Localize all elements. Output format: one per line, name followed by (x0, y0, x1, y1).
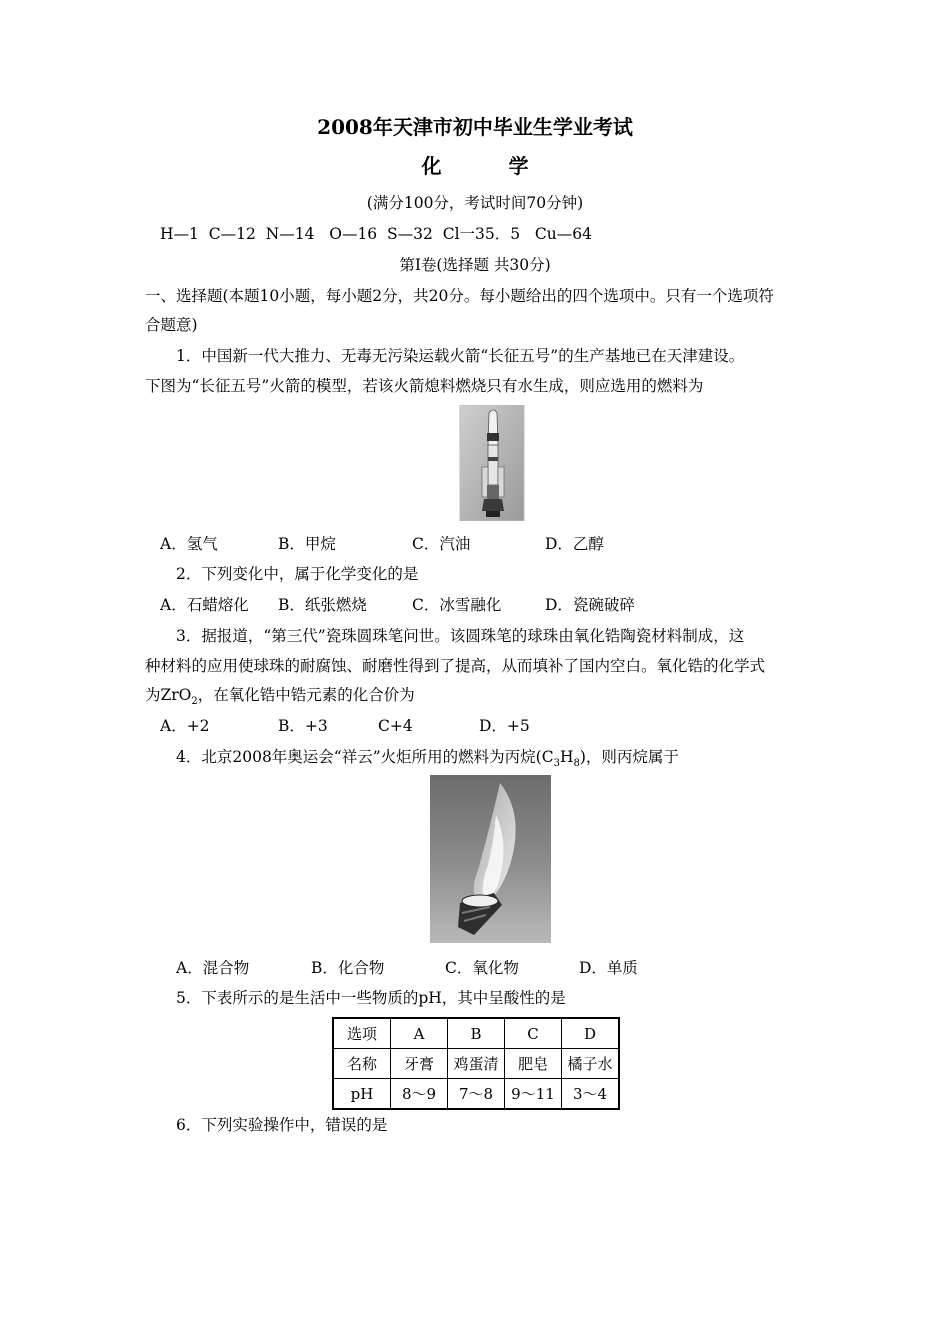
q3-line3-subscript: 2 (191, 696, 198, 708)
table-cell: 7～8 (448, 1079, 505, 1110)
table-cell: pH (333, 1079, 391, 1110)
q3-line3-rest: ，在氧化锆中锆元素的化合价为 (197, 686, 415, 704)
table-cell: C (505, 1018, 562, 1049)
q4-line1-text: 4．北京2008年奥运会“祥云”火炬所用的燃料为丙烷(C (176, 748, 554, 766)
q4-line1 (176, 747, 679, 774)
rocket-model-image (456, 405, 526, 521)
q1-line2: 下图为“长征五号”火箭的模型，若该火箭熄料燃烧只有水生成，则应选用的燃料为 (145, 377, 704, 395)
q2-option-c[interactable]: C．冰雪融化 (412, 596, 502, 614)
q3-line2: 种材料的应用使球珠的耐腐蚀、耐磨性得到了提高，从而填补了国内空白。氧化锆的化学式 (145, 657, 766, 675)
atomic-masses: H—1 C—12 N—14 O—16 S—32 Cl一35．5 Cu—64 (160, 225, 592, 243)
q4-sub-8: 8 (573, 758, 580, 770)
q4-option-c[interactable]: C．氧化物 (445, 959, 519, 977)
q2-option-a[interactable]: A．石蜡熔化 (160, 596, 249, 614)
q3-line1: 3．据报道，“第三代”瓷珠圆珠笔问世。该圆珠笔的球珠由氧化锆陶瓷材料制成，这 (176, 627, 745, 645)
table-cell: 8～9 (391, 1079, 448, 1110)
q4-line1-rest: )，则丙烷属于 (579, 748, 679, 766)
table-cell: 鸡蛋清 (448, 1049, 505, 1079)
q1-option-d[interactable]: D．乙醇 (545, 535, 604, 553)
q4-line1-h: H (559, 748, 574, 766)
q2-option-d[interactable]: D．瓷碗破碎 (545, 596, 635, 614)
q4-option-d[interactable]: D．单质 (579, 959, 638, 977)
q4-option-a[interactable]: A．混合物 (176, 959, 250, 977)
table-cell: 牙膏 (391, 1049, 448, 1079)
q4-sub-3: 3 (553, 758, 560, 770)
q4-option-b[interactable]: B．化合物 (311, 959, 385, 977)
q3-option-a[interactable]: A．+2 (160, 717, 210, 735)
table-cell: 橘子水 (562, 1049, 620, 1079)
exam-note: (满分100分，考试时间70分钟) (366, 194, 584, 212)
q3-option-c[interactable]: C+4 (378, 717, 413, 735)
q2-option-b[interactable]: B．纸张燃烧 (278, 596, 367, 614)
section-intro-line2: 合题意) (145, 316, 198, 334)
table-cell: 选项 (333, 1018, 391, 1049)
table-row (333, 1079, 619, 1110)
q2-line1: 2．下列变化中，属于化学变化的是 (176, 565, 419, 583)
ph-table (332, 1017, 620, 1110)
q5-line1: 5．下表所示的是生活中一些物质的pH，其中呈酸性的是 (176, 989, 566, 1007)
volume-heading: 第Ⅰ卷(选择题 共30分) (399, 256, 551, 274)
table-cell: 肥皂 (505, 1049, 562, 1079)
table-cell: 9～11 (505, 1079, 562, 1110)
q1-option-b[interactable]: B．甲烷 (278, 535, 336, 553)
q6-line1: 6．下列实验操作中，错误的是 (176, 1116, 388, 1134)
subject-title: 化 学 (421, 154, 559, 178)
exam-title: 2008年天津市初中毕业生学业考试 (317, 115, 633, 139)
table-cell: B (448, 1018, 505, 1049)
q3-option-b[interactable]: B．+3 (278, 717, 328, 735)
q3-line3 (145, 685, 415, 712)
table-row (333, 1049, 619, 1079)
table-cell: 3～4 (562, 1079, 620, 1110)
q1-line1: 1．中国新一代大推力、无毒无污染运载火箭“长征五号”的生产基地已在天津建设。 (176, 347, 745, 365)
section-intro-line1: 一、选择题(本题10小题，每小题2分，共20分。每小题给出的四个选项中。只有一个选项符 (145, 287, 774, 305)
table-cell: D (562, 1018, 620, 1049)
torch-image (430, 775, 551, 943)
table-row (333, 1018, 619, 1049)
q3-line3-formula: 为ZrO (145, 686, 192, 704)
q1-option-c[interactable]: C．汽油 (412, 535, 471, 553)
q3-option-d[interactable]: D．+5 (479, 717, 530, 735)
table-cell: A (391, 1018, 448, 1049)
q1-option-a[interactable]: A．氢气 (160, 535, 218, 553)
table-cell: 名称 (333, 1049, 391, 1079)
